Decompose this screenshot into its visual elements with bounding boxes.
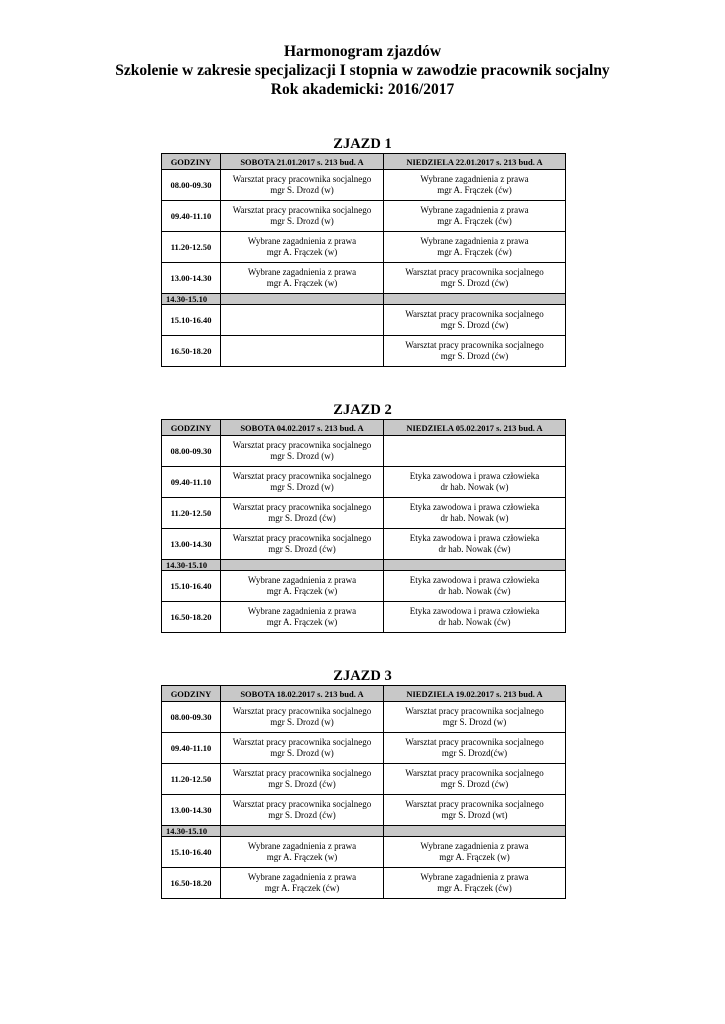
class-lecturer: mgr S. Drozd (w): [270, 216, 334, 226]
break-time: 14.30-15.10: [162, 560, 221, 571]
time-slot: 08.00-09.30: [162, 170, 221, 201]
document-header: [0, 42, 725, 99]
break-cell-sunday: [384, 826, 566, 837]
class-subject: Warsztat pracy pracownika socjalnego: [232, 737, 372, 747]
column-header-saturday: SOBOTA 04.02.2017 s. 213 bud. A: [221, 420, 384, 436]
time-slot: 16.50-18.20: [162, 602, 221, 633]
table-row: [162, 702, 566, 733]
table-row: [162, 571, 566, 602]
sunday-class-cell: [384, 263, 566, 294]
class-subject: Wybrane zagadnienia z prawa: [420, 205, 529, 215]
class-subject: Warsztat pracy pracownika socjalnego: [405, 799, 544, 809]
sunday-class-cell: [384, 602, 566, 633]
document-title: Harmonogram zjazdów: [283, 43, 442, 60]
class-lecturer: mgr A. Frączek (w): [266, 586, 338, 596]
time-slot: 13.00-14.30: [162, 529, 221, 560]
time-slot: 11.20-12.50: [162, 498, 221, 529]
sunday-class-cell: [384, 837, 566, 868]
class-subject: Etyka zawodowa i prawa człowieka: [409, 606, 540, 616]
class-subject: Wybrane zagadnienia z prawa: [420, 174, 529, 184]
schedule-table: [161, 685, 566, 899]
class-lecturer: mgr A. Frączek (w): [266, 617, 338, 627]
saturday-class-cell: [221, 201, 384, 232]
class-lecturer: dr hab. Nowak (w): [440, 482, 509, 492]
sunday-class-cell: [384, 702, 566, 733]
class-lecturer: mgr S. Drozd (w): [270, 717, 334, 727]
class-lecturer: mgr A. Frączek (ćw): [264, 883, 340, 893]
time-slot: 13.00-14.30: [162, 263, 221, 294]
time-slot: 11.20-12.50: [162, 764, 221, 795]
class-lecturer: dr hab. Nowak (w): [440, 513, 509, 523]
break-row: [162, 560, 566, 571]
saturday-class-cell: [221, 263, 384, 294]
break-cell-sunday: [384, 294, 566, 305]
sunday-class-cell: [384, 305, 566, 336]
saturday-class-cell: [221, 733, 384, 764]
class-lecturer: mgr S. Drozd (ćw): [440, 320, 509, 330]
time-slot: 13.00-14.30: [162, 795, 221, 826]
sunday-class-cell: [384, 529, 566, 560]
time-slot: 11.20-12.50: [162, 232, 221, 263]
sunday-class-cell: [384, 201, 566, 232]
class-lecturer: dr hab. Nowak (ćw): [438, 586, 511, 596]
table-row: [162, 498, 566, 529]
break-cell-saturday: [221, 560, 384, 571]
table-row: [162, 733, 566, 764]
time-slot: 16.50-18.20: [162, 868, 221, 899]
time-slot: 16.50-18.20: [162, 336, 221, 367]
class-subject: Warsztat pracy pracownika socjalnego: [405, 706, 544, 716]
class-lecturer: mgr S. Drozd (ćw): [268, 513, 336, 523]
saturday-class-cell: [221, 336, 384, 367]
class-lecturer: mgr S. Drozd (w): [442, 717, 507, 727]
sunday-class-cell: [384, 436, 566, 467]
sunday-class-cell: [384, 336, 566, 367]
class-subject: Warsztat pracy pracownika socjalnego: [405, 267, 544, 277]
class-lecturer: mgr A. Frączek (ćw): [437, 216, 512, 226]
class-subject: Wybrane zagadnienia z prawa: [247, 841, 357, 851]
section-title: ZJAZD 1: [333, 136, 392, 152]
sunday-class-cell: [384, 571, 566, 602]
saturday-class-cell: [221, 795, 384, 826]
column-header-saturday: SOBOTA 21.01.2017 s. 213 bud. A: [221, 154, 384, 170]
class-subject: Etyka zawodowa i prawa człowieka: [409, 502, 540, 512]
class-lecturer: mgr S. Drozd (w): [270, 748, 334, 758]
saturday-class-cell: [221, 529, 384, 560]
sunday-class-cell: [384, 764, 566, 795]
sunday-class-cell: [384, 733, 566, 764]
class-lecturer: mgr S. Drozd (ćw): [440, 278, 509, 288]
class-subject: Warsztat pracy pracownika socjalnego: [232, 768, 372, 778]
academic-year: Rok akademicki: 2016/2017: [270, 81, 455, 98]
class-subject: Warsztat pracy pracownika socjalnego: [405, 737, 544, 747]
schedule-table: [161, 419, 566, 633]
break-cell-saturday: [221, 294, 384, 305]
sunday-class-cell: [384, 795, 566, 826]
class-lecturer: dr hab. Nowak (ćw): [438, 617, 511, 627]
saturday-class-cell: [221, 436, 384, 467]
break-row: [162, 294, 566, 305]
sunday-class-cell: [384, 170, 566, 201]
class-subject: Warsztat pracy pracownika socjalnego: [232, 205, 372, 215]
table-row: [162, 436, 566, 467]
table-row: [162, 837, 566, 868]
break-time: 14.30-15.10: [162, 826, 221, 837]
schedule-table: [161, 153, 566, 367]
column-header-time: GODZINY: [162, 420, 221, 436]
class-subject: Wybrane zagadnienia z prawa: [247, 236, 357, 246]
class-subject: Warsztat pracy pracownika socjalnego: [232, 533, 372, 543]
class-subject: Warsztat pracy pracownika socjalnego: [232, 706, 372, 716]
time-slot: 08.00-09.30: [162, 702, 221, 733]
class-subject: Warsztat pracy pracownika socjalnego: [232, 440, 372, 450]
table-row: [162, 764, 566, 795]
class-lecturer: mgr S. Drozd (w): [270, 185, 334, 195]
table-header-row: [162, 686, 566, 702]
class-lecturer: mgr A. Frączek (ćw): [437, 185, 512, 195]
saturday-class-cell: [221, 702, 384, 733]
class-lecturer: mgr S. Drozd (w): [270, 482, 334, 492]
saturday-class-cell: [221, 498, 384, 529]
table-row: [162, 336, 566, 367]
document-subtitle: Szkolenie w zakresie specjalizacji I stopnia w zawodzie pracownik socjalny: [115, 62, 610, 79]
zjazd-2-section: [0, 402, 725, 633]
class-subject: Warsztat pracy pracownika socjalnego: [232, 502, 372, 512]
time-slot: 15.10-16.40: [162, 571, 221, 602]
table-header-row: [162, 420, 566, 436]
class-lecturer: mgr A. Frączek (ćw): [437, 883, 512, 893]
sunday-class-cell: [384, 232, 566, 263]
class-lecturer: mgr S. Drozd (w): [270, 451, 334, 461]
class-subject: Etyka zawodowa i prawa człowieka: [409, 471, 540, 481]
class-lecturer: mgr A. Frączek (w): [266, 247, 338, 257]
column-header-sunday: NIEDZIELA 05.02.2017 s. 213 bud. A: [384, 420, 566, 436]
table-header-row: [162, 154, 566, 170]
class-lecturer: mgr S. Drozd (ćw): [440, 351, 509, 361]
class-subject: Wybrane zagadnienia z prawa: [247, 267, 357, 277]
section-title: ZJAZD 2: [333, 402, 392, 418]
zjazd-1-section: [0, 136, 725, 367]
class-lecturer: mgr A. Frączek (ćw): [437, 247, 512, 257]
section-title: ZJAZD 3: [333, 668, 392, 684]
zjazd-3-section: [0, 668, 725, 899]
class-lecturer: mgr S. Drozd (wt): [441, 810, 508, 820]
table-row: [162, 467, 566, 498]
class-lecturer: mgr S. Drozd(ćw): [441, 748, 508, 758]
table-row: [162, 201, 566, 232]
saturday-class-cell: [221, 170, 384, 201]
saturday-class-cell: [221, 837, 384, 868]
table-row: [162, 170, 566, 201]
saturday-class-cell: [221, 868, 384, 899]
class-subject: Warsztat pracy pracownika socjalnego: [232, 799, 372, 809]
class-subject: Etyka zawodowa i prawa człowieka: [409, 575, 540, 585]
class-subject: Warsztat pracy pracownika socjalnego: [232, 471, 372, 481]
time-slot: 09.40-11.10: [162, 201, 221, 232]
break-time: 14.30-15.10: [162, 294, 221, 305]
class-subject: Warsztat pracy pracownika socjalnego: [405, 309, 544, 319]
table-row: [162, 263, 566, 294]
class-subject: Wybrane zagadnienia z prawa: [420, 872, 529, 882]
table-row: [162, 868, 566, 899]
class-subject: Wybrane zagadnienia z prawa: [247, 872, 357, 882]
time-slot: 09.40-11.10: [162, 467, 221, 498]
class-subject: Etyka zawodowa i prawa człowieka: [409, 533, 540, 543]
table-row: [162, 602, 566, 633]
saturday-class-cell: [221, 764, 384, 795]
column-header-sunday: NIEDZIELA 19.02.2017 s. 213 bud. A: [384, 686, 566, 702]
sunday-class-cell: [384, 467, 566, 498]
class-lecturer: mgr S. Drozd (ćw): [268, 544, 336, 554]
class-lecturer: mgr S. Drozd (ćw): [268, 779, 336, 789]
class-subject: Wybrane zagadnienia z prawa: [247, 575, 357, 585]
class-lecturer: mgr A. Frączek (w): [266, 852, 338, 862]
class-lecturer: dr hab. Nowak (ćw): [438, 544, 511, 554]
break-cell-saturday: [221, 826, 384, 837]
column-header-sunday: NIEDZIELA 22.01.2017 s. 213 bud. A: [384, 154, 566, 170]
time-slot: 15.10-16.40: [162, 305, 221, 336]
column-header-time: GODZINY: [162, 686, 221, 702]
column-header-saturday: SOBOTA 18.02.2017 s. 213 bud. A: [221, 686, 384, 702]
table-row: [162, 232, 566, 263]
table-row: [162, 795, 566, 826]
class-subject: Wybrane zagadnienia z prawa: [420, 236, 529, 246]
class-lecturer: mgr A. Frączek (w): [266, 278, 338, 288]
class-lecturer: mgr S. Drozd (ćw): [440, 779, 509, 789]
class-lecturer: mgr A. Frączek (w): [439, 852, 510, 862]
break-cell-sunday: [384, 560, 566, 571]
saturday-class-cell: [221, 602, 384, 633]
sunday-class-cell: [384, 498, 566, 529]
saturday-class-cell: [221, 232, 384, 263]
table-row: [162, 529, 566, 560]
class-subject: Wybrane zagadnienia z prawa: [247, 606, 357, 616]
time-slot: 15.10-16.40: [162, 837, 221, 868]
sunday-class-cell: [384, 868, 566, 899]
class-subject: Warsztat pracy pracownika socjalnego: [232, 174, 372, 184]
time-slot: 09.40-11.10: [162, 733, 221, 764]
saturday-class-cell: [221, 571, 384, 602]
time-slot: 08.00-09.30: [162, 436, 221, 467]
break-row: [162, 826, 566, 837]
class-subject: Warsztat pracy pracownika socjalnego: [405, 340, 544, 350]
column-header-time: GODZINY: [162, 154, 221, 170]
saturday-class-cell: [221, 305, 384, 336]
class-subject: Warsztat pracy pracownika socjalnego: [405, 768, 544, 778]
saturday-class-cell: [221, 467, 384, 498]
class-lecturer: mgr S. Drozd (ćw): [268, 810, 336, 820]
table-row: [162, 305, 566, 336]
class-subject: Wybrane zagadnienia z prawa: [420, 841, 529, 851]
